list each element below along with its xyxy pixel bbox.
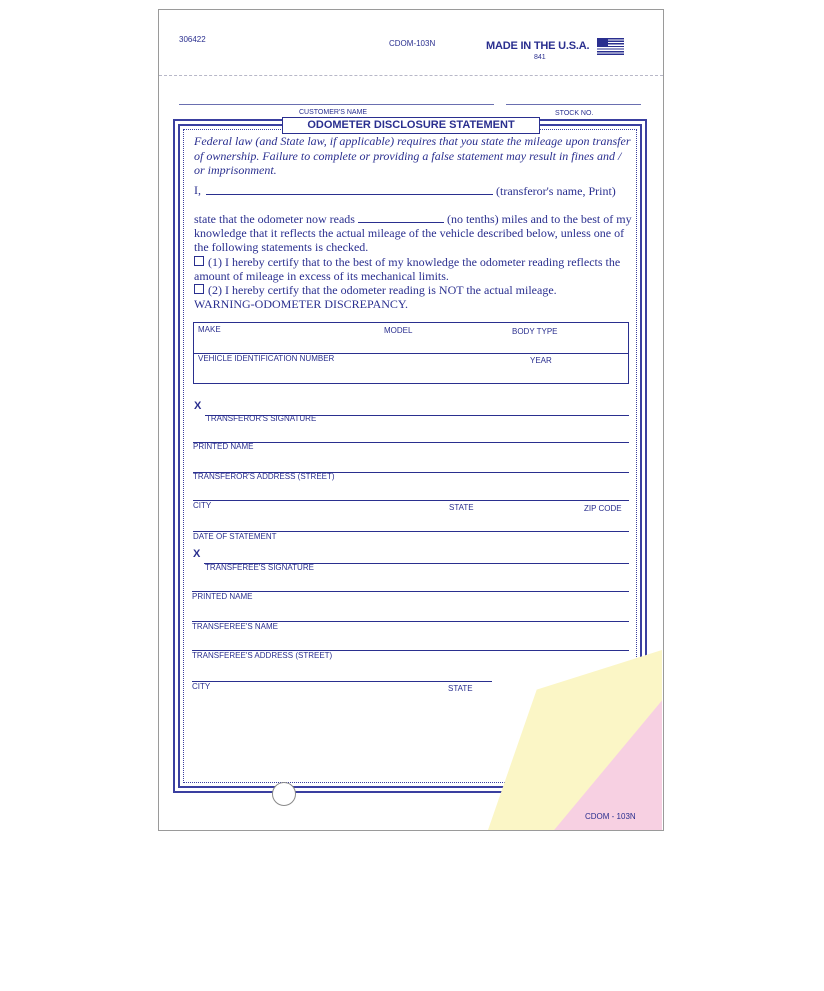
state-label: STATE (449, 503, 474, 512)
transferor-address-label: TRANSFEROR'S ADDRESS (STREET) (193, 472, 335, 481)
signature-x-mark-2: X (193, 548, 201, 560)
warning-text: WARNING-ODOMETER DISCREPANCY. (194, 297, 409, 312)
printed-name-label-2: PRINTED NAME (192, 592, 253, 601)
option1-checkbox[interactable] (194, 256, 204, 266)
transferee-address-label: TRANSFEREE'S ADDRESS (STREET) (192, 651, 333, 660)
i-prefix: I, (194, 183, 201, 197)
option2-checkbox[interactable] (194, 284, 204, 294)
legal-notice: Federal law (and State law, if applicable) requires that you state the mileage upon transfer of ownership. Failure to complete or providing a false statement may result in fines and / or imprisonment. (194, 134, 631, 177)
date-of-statement-label: DATE OF STATEMENT (193, 532, 277, 541)
sub-code: 841 (534, 54, 546, 61)
footer-form-code: CDOM - 103N (585, 812, 636, 821)
printed-name-field[interactable] (193, 442, 629, 443)
customer-name-field[interactable] (179, 104, 494, 105)
year-field[interactable]: YEAR (530, 356, 552, 365)
made-in-usa-label: MADE IN THE U.S.A. (486, 40, 590, 52)
printed-name-label: PRINTED NAME (193, 442, 254, 451)
transferor-signature-label: TRANSFEROR'S SIGNATURE (206, 414, 317, 423)
vin-field[interactable]: VEHICLE IDENTIFICATION NUMBER (198, 354, 335, 363)
transferee-signature-label: TRANSFEREE'S SIGNATURE (205, 563, 314, 572)
printed-name-field-2[interactable] (192, 591, 629, 592)
model-field[interactable]: MODEL (384, 326, 413, 335)
vehicle-info-box (193, 322, 629, 384)
zip-code-label: ZIP CODE (584, 504, 622, 513)
make-field[interactable]: MAKE (198, 325, 221, 334)
transferor-name-field[interactable] (206, 194, 493, 195)
us-flag-icon (597, 38, 624, 55)
odometer-reading-field[interactable] (358, 212, 444, 223)
statement-start: state that the odometer now reads (194, 212, 355, 226)
form-title: ODOMETER DISCLOSURE STATEMENT (282, 117, 540, 134)
form-code: CDOM-103N (389, 39, 436, 48)
statement-rest: (no tenths) miles and to the best of my knowledge that it reflects the actual mileage of the vehicle described below, unless one of the following statements is checked. (194, 212, 632, 255)
option1-text: (1) I hereby certify that to the best of my knowledge the odometer reading reflects the amount of mileage in excess of its mechanical limits. (194, 254, 621, 283)
perforation-line (159, 75, 663, 76)
transferee-name-label: TRANSFEREE'S NAME (192, 622, 278, 631)
city-label-2: CITY (192, 682, 211, 691)
transferor-name-hint: (transferor's name, Print) (496, 184, 616, 198)
body-type-field[interactable]: BODY TYPE (512, 327, 558, 336)
state-label-2: STATE (448, 684, 473, 693)
customer-name-label: CUSTOMER'S NAME (299, 109, 368, 116)
option2-text: (2) I hereby certify that the odometer reading is NOT the actual mileage. (208, 283, 557, 298)
form-number: 306422 (179, 35, 206, 44)
city-label: CITY (193, 501, 212, 510)
city-state-field-2[interactable] (192, 681, 492, 682)
odometer-statement (194, 212, 634, 311)
stock-no-field[interactable] (506, 104, 641, 105)
binder-hole (272, 782, 296, 806)
stock-no-label: STOCK NO. (555, 110, 594, 117)
signature-x-mark: X (194, 400, 202, 412)
city-state-zip-field[interactable] (193, 500, 629, 501)
